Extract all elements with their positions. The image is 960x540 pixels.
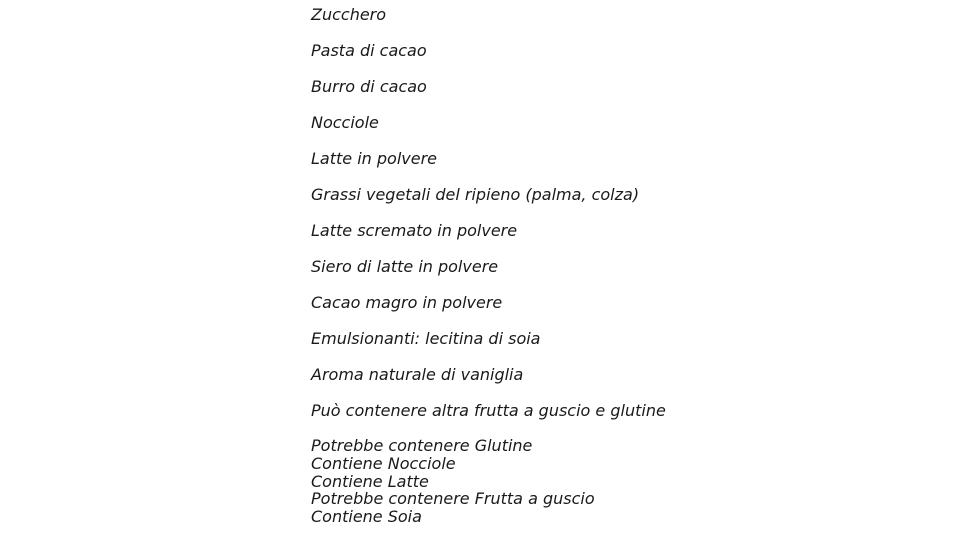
ingredient-item: Latte in polvere: [311, 149, 437, 168]
allergen-item: Potrebbe contenere Glutine: [311, 436, 533, 455]
allergen-item: Contiene Soia: [311, 507, 422, 527]
ingredient-item: Grassi vegetali del ripieno (palma, colza): [311, 185, 640, 204]
ingredient-item: Zucchero: [311, 5, 387, 24]
ingredient-item: Aroma naturale di vaniglia: [311, 365, 524, 384]
ingredient-item: Burro di cacao: [311, 77, 427, 96]
ingredient-item: Può contenere altra frutta a guscio e glutine: [311, 401, 666, 420]
ingredients-list: [311, 5, 871, 437]
allergen-item: Contiene Nocciole: [311, 453, 456, 473]
ingredient-item: Latte scremato in polvere: [311, 221, 518, 240]
ingredient-item: Nocciole: [311, 113, 379, 132]
ingredient-item: Siero di latte in polvere: [311, 257, 499, 276]
allergen-item: Contiene Latte: [311, 471, 429, 491]
allergen-item: Potrebbe contenere Frutta a guscio: [311, 489, 595, 509]
ingredient-item: Pasta di cacao: [311, 41, 427, 60]
ingredient-item: Cacao magro in polvere: [311, 293, 503, 312]
allergen-list: [311, 437, 871, 526]
ingredient-item: Emulsionanti: lecitina di soia: [311, 329, 541, 348]
